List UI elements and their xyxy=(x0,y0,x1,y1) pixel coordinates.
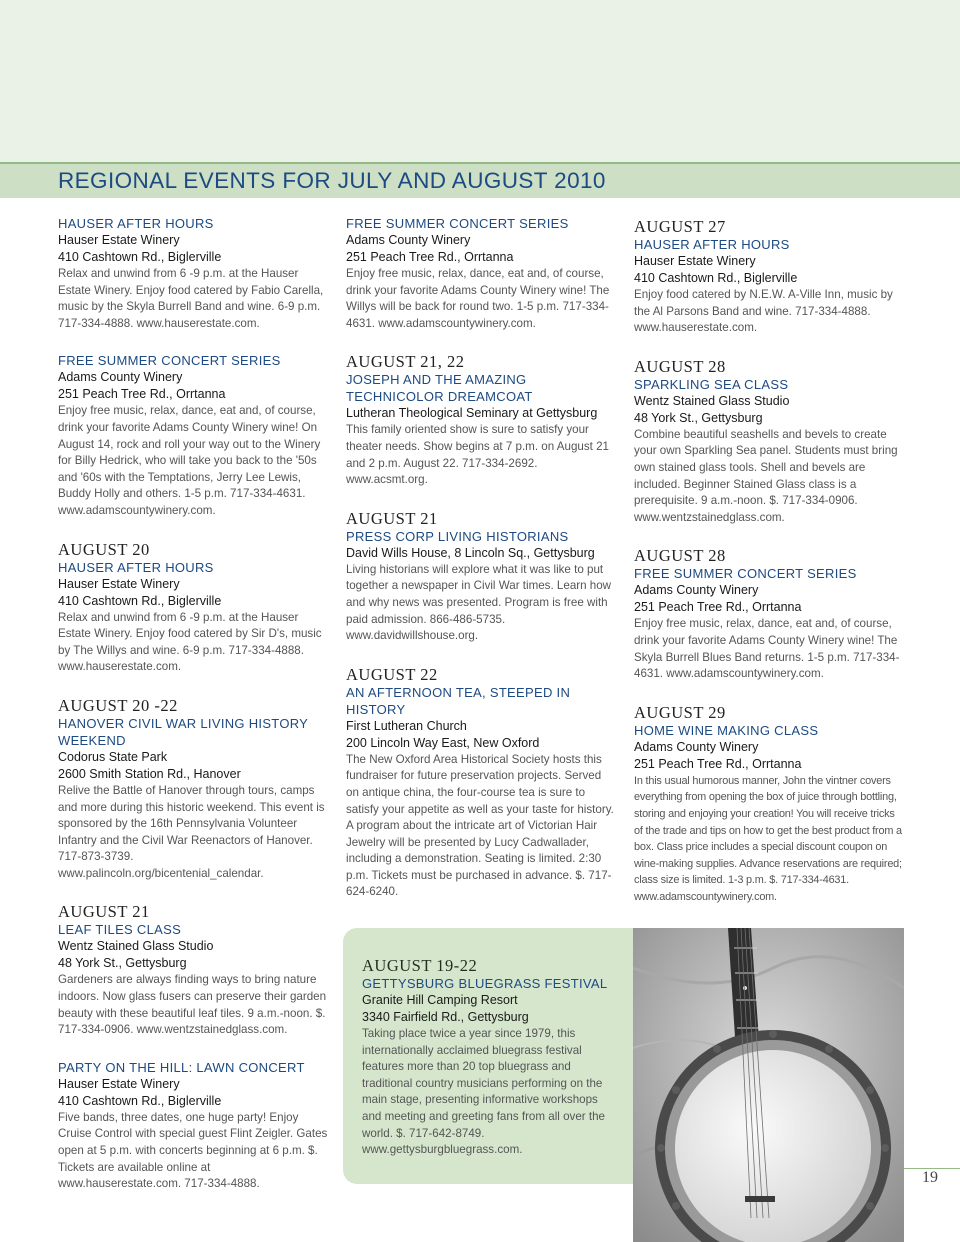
event-title: HAUSER AFTER HOURS xyxy=(58,559,214,575)
event-address: 410 Cashtown Rd., Biglerville xyxy=(58,593,222,608)
event-description: The New Oxford Area Historical Society hosts this fundraiser for future preservation projects. Served on antique china, the four-course tea is sure to satisfy your appetite as well as your taste for history. A program about the intricate art of Victorian Hair Jewelry will be presented by Lucy Cadwallader, including a demonstration. Seating is limited. 2:30 p.m. Tickets must be purchased in advance. $. 717-624-6240. xyxy=(346,752,614,899)
event-venue: Adams County Winery xyxy=(634,583,759,598)
event-description: Relax and unwind from 6 -9 p.m. at the Hauser Estate Winery. Enjoy food catered by Sir D's, music by The Willys and wine. 6-9 p.m. 717-334-4888. www.hauserestate.com. xyxy=(58,610,322,674)
event-entry xyxy=(58,352,328,519)
event-description: Relax and unwind from 6 -9 p.m. at the Hauser Estate Winery. Enjoy food catered by Fabio Carella, music by the Skyla Burrell Band and wine. 6-9 p.m. 717-334-4888. www.hauserestate.com. xyxy=(58,267,324,330)
event-title: FREE SUMMER CONCERT SERIES xyxy=(634,566,857,582)
event-title: FREE SUMMER CONCERT SERIES xyxy=(58,353,281,369)
featured-event xyxy=(362,954,618,1159)
event-entry xyxy=(58,696,328,883)
event-title: GETTYSBURG BLUEGRASS FESTIVAL xyxy=(362,976,608,991)
event-date: AUGUST 20 xyxy=(58,539,150,559)
event-entry xyxy=(58,902,328,1038)
event-title: LEAF TILES CLASS xyxy=(58,922,182,938)
event-venue: Wentz Stained Glass Studio xyxy=(634,393,790,408)
event-title: JOSEPH AND THE AMAZING TECHNICOLOR DREAMCOAT xyxy=(346,372,533,405)
events-column-3 xyxy=(634,215,906,925)
event-entry xyxy=(58,540,328,676)
event-venue: First Lutheran Church xyxy=(346,718,467,733)
event-entry xyxy=(346,509,616,645)
event-address: 48 York St., Gettysburg xyxy=(634,410,763,425)
event-title: HANOVER CIVIL WAR LIVING HISTORY WEEKEND xyxy=(58,715,308,748)
event-description: Relive the Battle of Hanover through tours, camps and more during this historic weekend. This event is sponsored by the 16th Pennsylvania Volunteer Infantry and the Civil War Reenactors of Hanover. 717-873-3739. www.palincoln.org/bicentenial_calendar. xyxy=(58,783,325,880)
event-description: This family oriented show is sure to satisfy your theater needs. Show begins at 7 p.m. on August 21 and 2 p.m. August 22. 717-334-2692. www.acsmt.org. xyxy=(346,423,609,487)
event-address: 251 Peach Tree Rd., Orrtanna xyxy=(634,600,802,615)
event-entry xyxy=(634,546,906,682)
event-venue: Hauser Estate Winery xyxy=(634,254,756,268)
event-venue: Adams County Winery xyxy=(634,739,759,754)
event-address: 251 Peach Tree Rd., Orrtanna xyxy=(58,387,226,402)
event-title: HAUSER AFTER HOURS xyxy=(634,237,790,252)
event-description: Taking place twice a year since 1979, this internationally acclaimed bluegrass festival features more than 20 top bluegrass and traditional country musicians performing on the main stage, presenting informative workshops and meeting and greeting fans from all over the world. $. 717-642-8749. www.gettysburgbluegrass.com. xyxy=(362,1027,605,1157)
event-date: AUGUST 21, 22 xyxy=(346,352,465,372)
header-top-band xyxy=(0,0,960,162)
event-date: AUGUST 27 xyxy=(634,217,726,236)
event-description: Enjoy food catered by N.E.W. A-Ville Inn, music by the Al Parsons Band and wine. 717-334-4888. www.hauserestate.com. xyxy=(634,288,893,335)
event-venue: Lutheran Theological Seminary at Gettysburg xyxy=(346,406,598,421)
event-title: PRESS CORP LIVING HISTORIANS xyxy=(346,528,569,544)
event-venue: Hauser Estate Winery xyxy=(58,1076,180,1091)
title-band xyxy=(0,162,960,198)
featured-event-box xyxy=(343,928,633,1184)
event-date: AUGUST 29 xyxy=(634,702,726,722)
event-description: Enjoy free music, relax, dance, eat and, of course, drink your favorite Adams County Winery wine! The Willys will be back for round two. 1-5 p.m. 717-334-4631. www.adamscountywinery.com. xyxy=(346,267,610,330)
event-date: AUGUST 21 xyxy=(346,508,438,528)
events-column-2 xyxy=(346,215,616,921)
event-venue: Granite Hill Camping Resort xyxy=(362,993,518,1007)
event-date: AUGUST 28 xyxy=(634,356,726,376)
event-address: 200 Lincoln Way East, New Oxford xyxy=(346,735,540,750)
banjo-illustration xyxy=(633,928,904,1242)
event-address: 410 Cashtown Rd., Biglerville xyxy=(634,271,798,285)
event-entry xyxy=(346,215,616,332)
event-description: Enjoy free music, relax, dance, eat and, of course, drink your favorite Adams County Winery wine! The Skyla Burrell Blues Band returns. 1-5 p.m. 717-334-4631. www.adamscountywinery.com. xyxy=(634,617,900,681)
event-venue: Hauser Estate Winery xyxy=(58,576,180,591)
event-address: 251 Peach Tree Rd., Orrtanna xyxy=(346,250,514,264)
event-venue: Wentz Stained Glass Studio xyxy=(58,939,214,954)
event-venue: David Wills House, 8 Lincoln Sq., Gettysburg xyxy=(346,545,595,560)
event-entry xyxy=(346,352,616,488)
event-venue: Codorus State Park xyxy=(58,749,168,764)
event-description: Gardeners are always finding ways to bring nature indoors. Now glass fusers can preserve their garden beauty with these beautiful leaf tiles. 9 a.m.-noon. $. 717-334-0906. www.wentzstainedglass.com. xyxy=(58,973,327,1037)
event-entry xyxy=(346,665,616,901)
event-entry xyxy=(634,217,906,337)
event-venue: Adams County Winery xyxy=(346,233,471,247)
event-description: Enjoy free music, relax, dance, eat and, of course, drink your favorite Adams County Winery wine! On August 14, rock and roll your way out to the Winery for Billy Hedrick, who will take you back to the '50s and '60s with the Temptations, Jerry Lee Lewis, Buddy Holly and others. 1-5 p.m. 717-334-4631. www.adamscountywinery.com. xyxy=(58,404,321,517)
event-title: HOME WINE MAKING CLASS xyxy=(634,722,819,738)
event-description: Living historians will explore what it was like to put together a newspaper in Civil War times. Learn how and why news was presented. Program is free with paid admission. 866-486-5735. www.davidwillshouse.org. xyxy=(346,562,612,643)
page-title: REGIONAL EVENTS FOR JULY AND AUGUST 2010 xyxy=(58,168,606,193)
event-entry xyxy=(634,357,906,527)
event-description: Combine beautiful seashells and bevels to create your own Sparkling Sea panel. Students must bring own stained glass tools. Shell and bevels are included. Beginner Stained Glass class is a prerequisite. 9 a.m.-noon. $. 717-334-0906. www.wentzstainedglass.com. xyxy=(634,427,898,524)
event-entry xyxy=(58,215,328,332)
event-address: 251 Peach Tree Rd., Orrtanna xyxy=(634,756,802,771)
event-date: AUGUST 19-22 xyxy=(362,956,478,975)
event-address: 2600 Smith Station Rd., Hanover xyxy=(58,766,241,781)
events-column-1 xyxy=(58,215,328,1213)
event-date: AUGUST 21 xyxy=(58,902,150,922)
event-title: HAUSER AFTER HOURS xyxy=(58,216,214,231)
event-venue: Adams County Winery xyxy=(58,370,183,385)
event-date: AUGUST 22 xyxy=(346,664,438,684)
event-entry xyxy=(58,1059,328,1193)
event-title: FREE SUMMER CONCERT SERIES xyxy=(346,216,569,231)
event-description: Five bands, three dates, one huge party! Enjoy Cruise Control with special guest Flint Zeigler. Gates open at 5 p.m. with concerts beginning at 6 p.m. $. Tickets are available online at www.hauserestate.com. 717-334-4888. xyxy=(58,1110,328,1191)
event-title: PARTY ON THE HILL: LAWN CONCERT xyxy=(58,1059,305,1075)
event-address: 410 Cashtown Rd., Biglerville xyxy=(58,1093,222,1108)
event-address: 48 York St., Gettysburg xyxy=(58,956,187,971)
event-venue: Hauser Estate Winery xyxy=(58,233,180,247)
event-address: 410 Cashtown Rd., Biglerville xyxy=(58,250,222,264)
event-date: AUGUST 20 -22 xyxy=(58,695,178,715)
event-date: AUGUST 28 xyxy=(634,546,726,566)
event-title: AN AFTERNOON TEA, STEEPED IN HISTORY xyxy=(346,684,571,717)
banjo-photo xyxy=(633,928,904,1242)
event-title: SPARKLING SEA CLASS xyxy=(634,376,789,392)
page-number: 19 xyxy=(922,1169,938,1186)
event-description: In this usual humorous manner, John the vintner covers everything from opening the box of juice through bottling, storing and enjoying your creation! You will receive tricks of the trade and tips on how to get the best product from a box. Class price includes a special discount coupon on wine-making supplies. Advance reservations are required; class size is limited. 1-3 p.m. $. 717-334-4631. www.adamscountywinery.com. xyxy=(634,774,902,903)
event-entry xyxy=(634,703,906,906)
event-address: 3340 Fairfield Rd., Gettysburg xyxy=(362,1010,529,1024)
